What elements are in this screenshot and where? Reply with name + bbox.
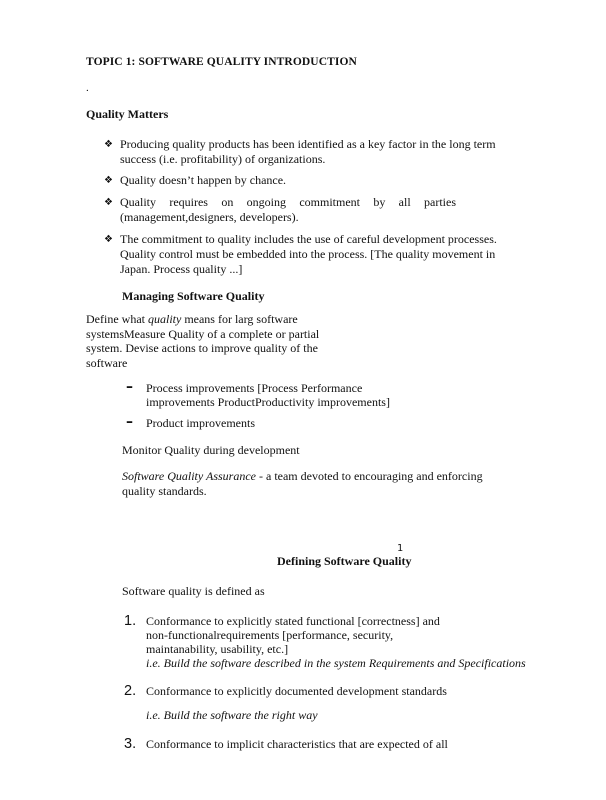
item-number: 1. bbox=[124, 613, 137, 629]
sqa-line bbox=[122, 469, 483, 484]
bullet-item bbox=[104, 232, 519, 277]
section-heading-managing: Managing Software Quality bbox=[122, 289, 265, 303]
dash-item bbox=[126, 381, 390, 409]
item-line: non-functionalrequirements [performance, security, bbox=[146, 628, 394, 642]
sqa-italic-term: Software Quality Assurance bbox=[122, 469, 256, 483]
sqa-line: quality standards. bbox=[122, 483, 207, 498]
sqa-rest: - a team devoted to encouraging and enforcing bbox=[256, 469, 483, 483]
dash-bullet-icon: – bbox=[126, 379, 133, 395]
diamond-bullet-icon: ❖ bbox=[104, 175, 113, 186]
item-number: 2. bbox=[124, 683, 137, 699]
section-heading-quality-matters: Quality Matters bbox=[86, 107, 169, 121]
page-number: 1 bbox=[397, 543, 404, 554]
define-line: systemsMeasure Quality of a complete or partial bbox=[86, 326, 320, 341]
define-pre: Define what bbox=[86, 312, 148, 326]
bullet-line: Japan. Process quality ...] bbox=[120, 262, 243, 276]
stray-dot: . bbox=[86, 82, 89, 94]
bullet-line: (management,designers, developers). bbox=[120, 210, 299, 224]
dash-line: Product improvements bbox=[146, 416, 255, 430]
bullet-line: Quality requires on ongoing commitment by all parties bbox=[120, 195, 456, 209]
numbered-item bbox=[124, 614, 526, 670]
bullet-line: Quality doesn’t happen by chance. bbox=[120, 173, 287, 187]
monitor-text: Monitor Quality during development bbox=[122, 443, 300, 457]
diamond-bullet-icon: ❖ bbox=[104, 139, 113, 150]
item-line: Conformance to explicitly documented development standards bbox=[146, 684, 447, 698]
diamond-bullet-icon: ❖ bbox=[104, 234, 113, 245]
item-line: Conformance to implicit characteristics that are expected of all bbox=[146, 737, 448, 751]
define-paragraph bbox=[86, 312, 319, 370]
define-line: software bbox=[86, 355, 128, 370]
page-title: TOPIC 1: SOFTWARE QUALITY INTRODUCTION bbox=[86, 56, 357, 68]
dash-line: improvements ProductProductivity improvements] bbox=[146, 395, 390, 409]
diamond-bullet-icon: ❖ bbox=[104, 197, 113, 208]
define-line: system. Devise actions to improve quality of the bbox=[86, 341, 318, 355]
item-italic-note: i.e. Build the software the right way bbox=[146, 708, 318, 722]
define-italic-word: quality bbox=[147, 312, 182, 326]
bullet-item bbox=[104, 195, 519, 225]
bullet-item bbox=[104, 137, 519, 167]
item-italic-note: i.e. Build the software described in the system Requirements and Specifications bbox=[146, 656, 526, 670]
item-line: maintanability, usability, etc.] bbox=[146, 642, 289, 656]
numbered-item bbox=[124, 684, 447, 722]
item-number: 3. bbox=[124, 736, 137, 752]
bullet-line: Quality control must be embedded into the process. [The quality movement in bbox=[120, 247, 496, 261]
section-heading-defining: Defining Software Quality bbox=[277, 554, 412, 568]
dash-bullet-icon: – bbox=[126, 414, 133, 430]
bullet-line: success (i.e. profitability) of organizations. bbox=[120, 152, 326, 166]
dash-item bbox=[126, 416, 255, 430]
bullet-line: The commitment to quality includes the use of careful development processes. bbox=[120, 232, 497, 246]
defining-intro: Software quality is defined as bbox=[122, 584, 265, 598]
dash-line: Process improvements [Process Performance bbox=[146, 381, 363, 395]
numbered-item bbox=[124, 737, 448, 751]
sqa-paragraph bbox=[122, 469, 483, 498]
define-line bbox=[86, 312, 319, 327]
item-line: Conformance to explicitly stated functional [correctness] and bbox=[146, 614, 440, 628]
bullet-item bbox=[104, 173, 519, 188]
define-post: means for larg software bbox=[181, 312, 298, 326]
bullet-line: Producing quality products has been identified as a key factor in the long term bbox=[120, 137, 496, 151]
